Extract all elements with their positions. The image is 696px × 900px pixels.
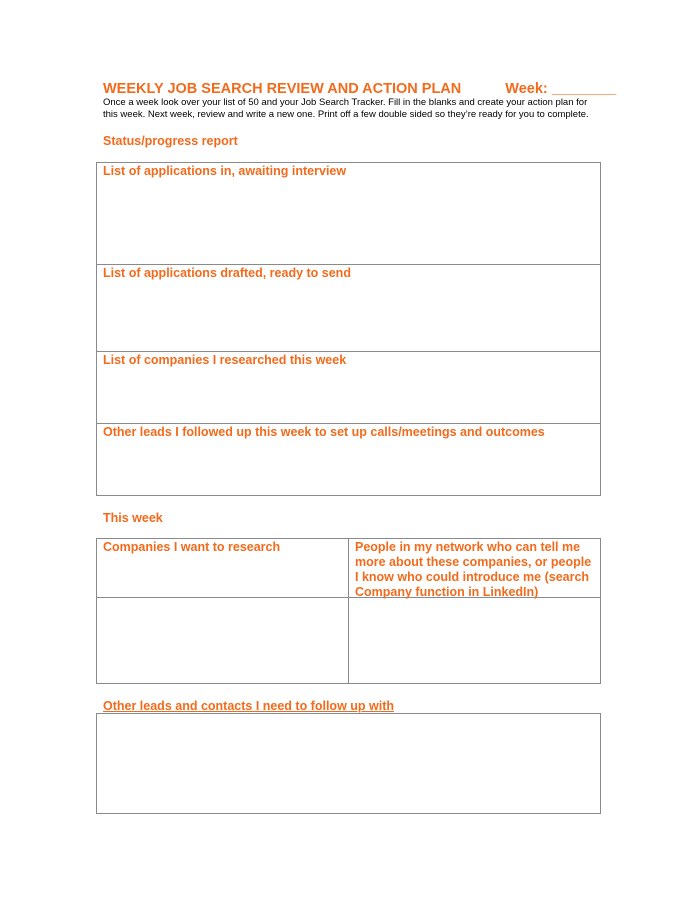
week-field[interactable]: Week: ________: [505, 81, 617, 97]
status-row-label: Other leads I followed up this week to set up calls/meetings and outcomes: [103, 425, 545, 439]
status-row-drafted[interactable]: [97, 265, 600, 352]
companies-label: Companies I want to research: [103, 540, 281, 554]
followup-entry-box[interactable]: [96, 713, 601, 814]
companies-entry-cell[interactable]: [97, 598, 349, 683]
intro-text: Once a week look over your list of 50 and your Job Search Tracker. Fill in the blanks and create your action plan for this week. Next week, review and write a new one. Print off a few double sided so they’re ready for you to complete.: [103, 97, 589, 120]
network-label: People in my network who can tell me more about these companies, or people I know who could introduce me (search Company function in LinkedIn): [355, 540, 592, 599]
status-row-other-leads[interactable]: [97, 424, 600, 495]
status-heading: Status/progress report: [103, 134, 238, 148]
followup-heading: Other leads and contacts I need to follow up with: [103, 699, 394, 713]
status-row-label: List of companies I researched this week: [103, 353, 347, 367]
status-row-awaiting-interview[interactable]: [97, 163, 600, 265]
status-report-box: [96, 162, 601, 496]
status-row-label: List of applications drafted, ready to send: [103, 266, 351, 280]
network-entry-cell[interactable]: [349, 598, 600, 683]
this-week-heading: This week: [103, 511, 163, 525]
header-cell-companies: [97, 539, 349, 598]
header-cell-network: [349, 539, 600, 598]
this-week-table: [96, 538, 601, 684]
status-row-label: List of applications in, awaiting interview: [103, 164, 347, 178]
page-title: [103, 81, 616, 97]
status-row-researched[interactable]: [97, 352, 600, 424]
title-text: WEEKLY JOB SEARCH REVIEW AND ACTION PLAN: [103, 81, 462, 97]
